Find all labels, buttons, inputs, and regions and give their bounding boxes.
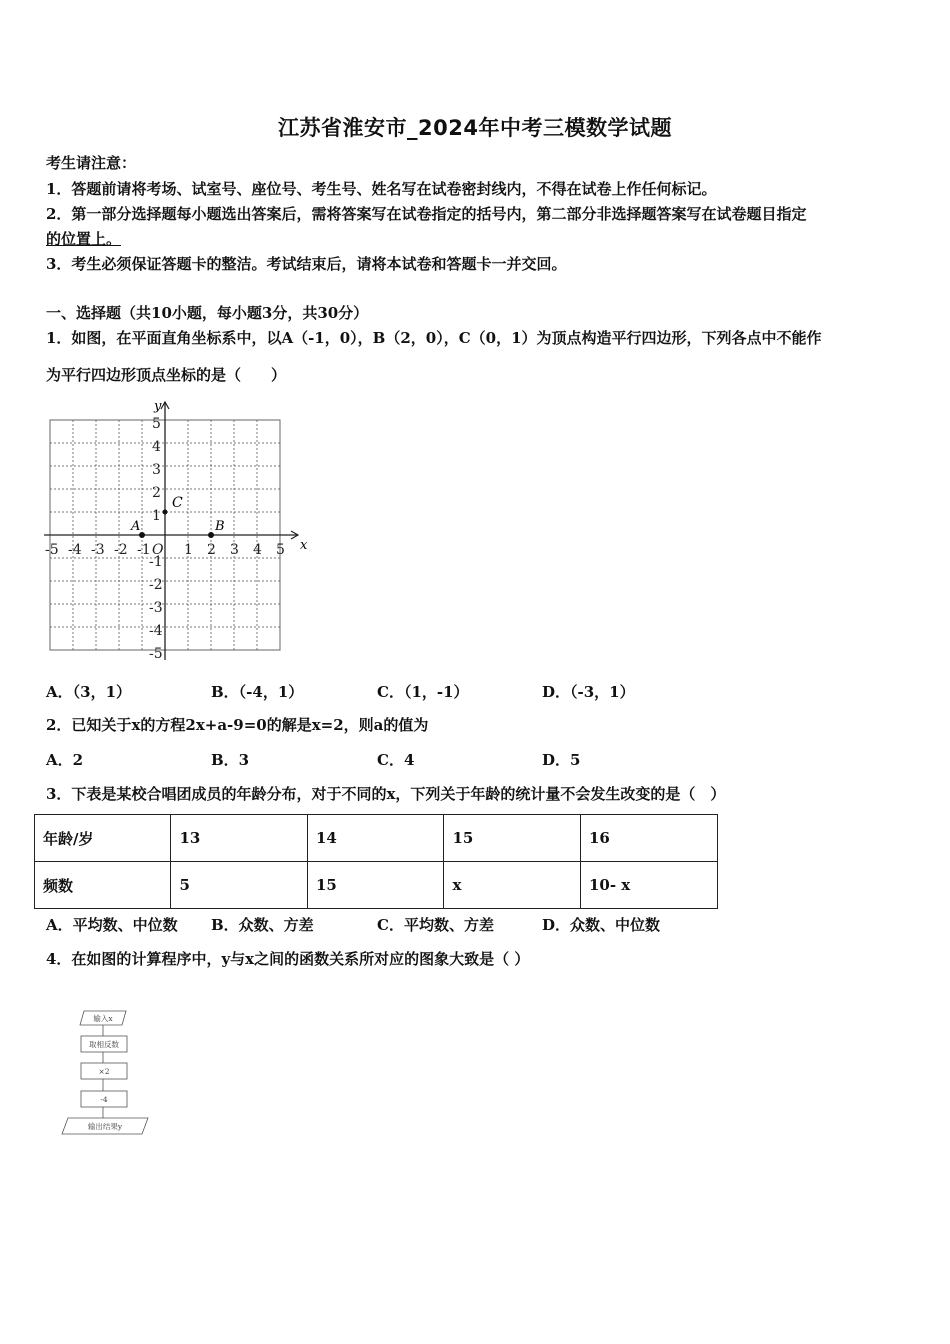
y-tick-labels — [149, 416, 163, 662]
section-heading: 一、选择题（共10小题，每小题3分，共30分） — [46, 304, 369, 322]
flow-step-label: 取相反数 — [89, 1040, 119, 1049]
x-tick-label: 2 — [207, 542, 216, 558]
q3-option-b[interactable]: B．众数、方差 — [211, 916, 314, 934]
q1-option-c[interactable]: C．（1，-1） — [377, 683, 469, 701]
point-c-label: C — [172, 495, 183, 511]
q2-option-a[interactable]: A．2 — [46, 751, 84, 769]
flow-output-label: 输出结果y — [87, 1122, 123, 1131]
y-tick-label: 3 — [152, 462, 161, 478]
x-tick-label: 3 — [230, 542, 239, 558]
q2-option-b[interactable]: B．3 — [211, 751, 250, 769]
table-row — [35, 862, 718, 909]
y-tick-label: -4 — [149, 623, 163, 639]
q2-option-c[interactable]: C．4 — [377, 751, 415, 769]
table-cell: 14 — [307, 815, 444, 862]
notice-item-3: 3．考生必须保证答题卡的整洁。考试结束后，请将本试卷和答题卡一并交回。 — [46, 255, 567, 273]
x-tick-label: 4 — [253, 542, 262, 558]
x-tick-label: 5 — [276, 542, 285, 558]
table-cell: 16 — [580, 815, 717, 862]
y-axis-label: y — [154, 399, 162, 414]
table-header-cell: 频数 — [35, 862, 171, 909]
table-row — [35, 815, 718, 862]
q1-option-b[interactable]: B．（-4，1） — [211, 683, 304, 701]
q4-flowchart — [58, 1005, 158, 1140]
notice-item-1: 1．答题前请将考场、试室号、座位号、考生号、姓名写在试卷密封线内，不得在试卷上作任何标记。 — [46, 180, 717, 198]
q3-option-c[interactable]: C．平均数、方差 — [377, 916, 494, 934]
q2-option-d[interactable]: D．5 — [542, 751, 581, 769]
x-tick-label: 1 — [184, 542, 193, 558]
q1-coordinate-graph — [40, 398, 310, 666]
table-cell: 15 — [444, 815, 581, 862]
flow-step-label: ×2 — [98, 1067, 110, 1076]
q1-option-d[interactable]: D．（-3，1） — [542, 683, 635, 701]
q3-option-d[interactable]: D．众数、中位数 — [542, 916, 661, 934]
q4-stem: 4．在如图的计算程序中，y与x之间的函数关系所对应的图象大致是（ ） — [46, 950, 530, 968]
point-c — [163, 510, 168, 515]
point-b-label: B — [215, 519, 225, 534]
origin-label: O — [152, 542, 164, 558]
point-b — [208, 532, 214, 538]
table-cell: 5 — [171, 862, 308, 909]
y-tick-label: 4 — [152, 439, 161, 455]
y-tick-label: -2 — [149, 577, 163, 593]
x-axis-label: x — [300, 538, 308, 553]
x-tick-label: -5 — [45, 542, 59, 558]
y-tick-label: 2 — [152, 485, 161, 501]
y-tick-label: -3 — [149, 600, 163, 616]
y-tick-label: 1 — [152, 508, 161, 524]
table-cell: 13 — [171, 815, 308, 862]
q1-option-a[interactable]: A．（3，1） — [46, 683, 132, 701]
x-tick-label: -3 — [91, 542, 105, 558]
table-cell: 10- x — [580, 862, 717, 909]
notice-item-2-cont: 的位置上。 — [46, 230, 122, 248]
notice-item-2: 2．第一部分选择题每小题选出答案后，需将答案写在试卷指定的括号内，第二部分非选择题答案写在试卷题目指定 — [46, 205, 807, 223]
q2-stem: 2．已知关于x的方程2x+a-9=0的解是x=2，则a的值为 — [46, 716, 429, 734]
table-header-cell: 年龄/岁 — [35, 815, 171, 862]
x-tick-label: -2 — [114, 542, 128, 558]
notice-heading: 考生请注意： — [46, 154, 137, 172]
q1-stem-line2: 为平行四边形顶点坐标的是（ ） — [46, 366, 287, 384]
flow-input-label: 输入x — [93, 1014, 113, 1023]
table-cell: x — [444, 862, 581, 909]
x-tick-label: -1 — [137, 542, 151, 558]
flow-step-label: -4 — [100, 1095, 108, 1104]
q3-age-table — [34, 814, 718, 909]
y-tick-label: 5 — [152, 416, 161, 432]
x-tick-label: -4 — [68, 542, 82, 558]
page-title: 江苏省淮安市_2024年中考三模数学试题 — [278, 116, 672, 140]
q3-stem: 3．下表是某校合唱团成员的年龄分布，对于不同的x，下列关于年龄的统计量不会发生改变的是（ ） — [46, 785, 726, 803]
y-tick-label: -5 — [149, 646, 163, 662]
y-tick-label: -1 — [149, 554, 163, 570]
table-cell: 15 — [307, 862, 444, 909]
point-a-label: A — [131, 519, 141, 534]
q1-stem-line1: 1．如图，在平面直角坐标系中，以A（-1，0），B（2，0），C（0，1）为顶点构造平行四边形，下列各点中不能作 — [46, 329, 822, 347]
q3-option-a[interactable]: A．平均数、中位数 — [46, 916, 178, 934]
